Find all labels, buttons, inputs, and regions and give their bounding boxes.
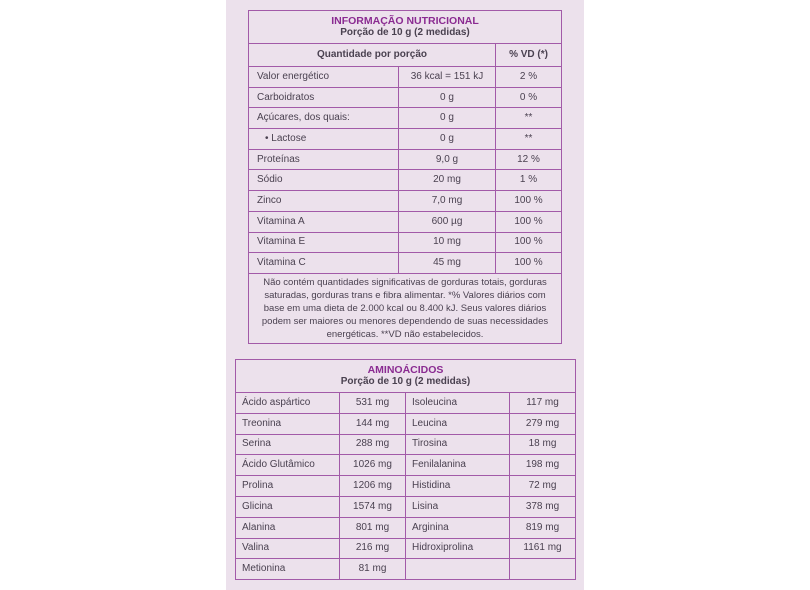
nutrient-vd: 12 % xyxy=(496,149,562,170)
nutrient-vd: 1 % xyxy=(496,170,562,191)
amino-row xyxy=(236,413,576,434)
amino-value: 1574 mg xyxy=(340,496,406,517)
nutrient-vd: 100 % xyxy=(496,253,562,274)
nutrient-name: Carboidratos xyxy=(249,87,399,108)
amino-name xyxy=(406,559,510,580)
amino-value: 279 mg xyxy=(510,413,576,434)
amino-row xyxy=(236,476,576,497)
amino-row xyxy=(236,434,576,455)
nutrient-row xyxy=(249,170,562,191)
nutrient-row xyxy=(249,67,562,88)
nutrient-vd: 100 % xyxy=(496,191,562,212)
amino-name: Metionina xyxy=(236,559,340,580)
nutrient-row xyxy=(249,232,562,253)
nutrient-quantity: 0 g xyxy=(399,108,496,129)
amino-name: Treonina xyxy=(236,413,340,434)
amino-name: Alanina xyxy=(236,517,340,538)
nutrition-facts-table xyxy=(248,10,562,344)
amino-name: Lisina xyxy=(406,496,510,517)
amino-name: Tirosina xyxy=(406,434,510,455)
amino-portion: Porção de 10 g (2 medidas) xyxy=(340,376,471,387)
vd-column-header: % VD (*) xyxy=(496,44,562,67)
nutrition-header xyxy=(249,11,562,44)
nutrient-row xyxy=(249,191,562,212)
nutrient-row xyxy=(249,211,562,232)
amino-value: 216 mg xyxy=(340,538,406,559)
amino-name: Valina xyxy=(236,538,340,559)
nutrient-row xyxy=(249,129,562,150)
amino-value: 378 mg xyxy=(510,496,576,517)
amino-value: 1206 mg xyxy=(340,476,406,497)
amino-value: 18 mg xyxy=(510,434,576,455)
nutrient-row xyxy=(249,108,562,129)
nutrition-title: INFORMAÇÃO NUTRICIONAL xyxy=(331,15,479,27)
nutrient-vd: 0 % xyxy=(496,87,562,108)
amino-value: 801 mg xyxy=(340,517,406,538)
amino-name: Ácido aspártico xyxy=(236,393,340,414)
nutrient-vd: 100 % xyxy=(496,211,562,232)
nutrient-name: • Lactose xyxy=(249,129,399,150)
nutrient-name: Proteínas xyxy=(249,149,399,170)
nutrition-footnote: Não contém quantidades significativas de gorduras totais, gorduras saturadas, gorduras trans e fibra alimentar. *% Valores diários com base em uma dieta de 2.000 kcal ou 8.400 kJ. Seus valores diários podem ser maiores ou menores dependendo de suas necessidades energéticas. **VD não estabelecidos. xyxy=(249,273,562,343)
nutrient-vd: 100 % xyxy=(496,232,562,253)
amino-value: 288 mg xyxy=(340,434,406,455)
nutrient-quantity: 20 mg xyxy=(399,170,496,191)
nutrient-quantity: 0 g xyxy=(399,87,496,108)
nutrient-quantity: 10 mg xyxy=(399,232,496,253)
amino-value: 144 mg xyxy=(340,413,406,434)
nutrient-vd: ** xyxy=(496,108,562,129)
amino-value: 117 mg xyxy=(510,393,576,414)
amino-value: 819 mg xyxy=(510,517,576,538)
amino-row xyxy=(236,517,576,538)
amino-name: Fenilalanina xyxy=(406,455,510,476)
nutrient-vd: ** xyxy=(496,129,562,150)
amino-name: Arginina xyxy=(406,517,510,538)
amino-value xyxy=(510,559,576,580)
nutrient-quantity: 600 µg xyxy=(399,211,496,232)
amino-value: 81 mg xyxy=(340,559,406,580)
nutrient-vd: 2 % xyxy=(496,67,562,88)
amino-row xyxy=(236,538,576,559)
nutrient-quantity: 0 g xyxy=(399,129,496,150)
nutrient-name: Vitamina C xyxy=(249,253,399,274)
amino-value: 1026 mg xyxy=(340,455,406,476)
amino-acids-table xyxy=(235,359,576,580)
amino-value: 531 mg xyxy=(340,393,406,414)
amino-row xyxy=(236,496,576,517)
nutrient-row xyxy=(249,149,562,170)
nutrient-quantity: 45 mg xyxy=(399,253,496,274)
amino-value: 198 mg xyxy=(510,455,576,476)
nutrient-name: Vitamina A xyxy=(249,211,399,232)
nutrient-quantity: 9,0 g xyxy=(399,149,496,170)
nutrient-name: Zinco xyxy=(249,191,399,212)
amino-name: Hidroxiprolina xyxy=(406,538,510,559)
amino-name: Ácido Glutâmico xyxy=(236,455,340,476)
amino-header xyxy=(236,360,576,393)
amino-row xyxy=(236,455,576,476)
amino-row xyxy=(236,393,576,414)
amino-title: AMINOÁCIDOS xyxy=(367,364,444,376)
nutrient-quantity: 7,0 mg xyxy=(399,191,496,212)
amino-name: Histidina xyxy=(406,476,510,497)
amino-value: 1161 mg xyxy=(510,538,576,559)
nutrient-quantity: 36 kcal = 151 kJ xyxy=(399,67,496,88)
nutrient-row xyxy=(249,87,562,108)
amino-value: 72 mg xyxy=(510,476,576,497)
nutrient-name: Vitamina E xyxy=(249,232,399,253)
amino-name: Leucina xyxy=(406,413,510,434)
amino-row xyxy=(236,559,576,580)
nutrient-name: Sódio xyxy=(249,170,399,191)
amino-name: Prolina xyxy=(236,476,340,497)
nutrient-row xyxy=(249,253,562,274)
amino-name: Isoleucina xyxy=(406,393,510,414)
amino-name: Glicina xyxy=(236,496,340,517)
nutrient-name: Açúcares, dos quais: xyxy=(249,108,399,129)
nutrition-portion: Porção de 10 g (2 medidas) xyxy=(340,27,470,38)
nutrient-name: Valor energético xyxy=(249,67,399,88)
quantity-column-header: Quantidade por porção xyxy=(249,44,496,67)
amino-name: Serina xyxy=(236,434,340,455)
